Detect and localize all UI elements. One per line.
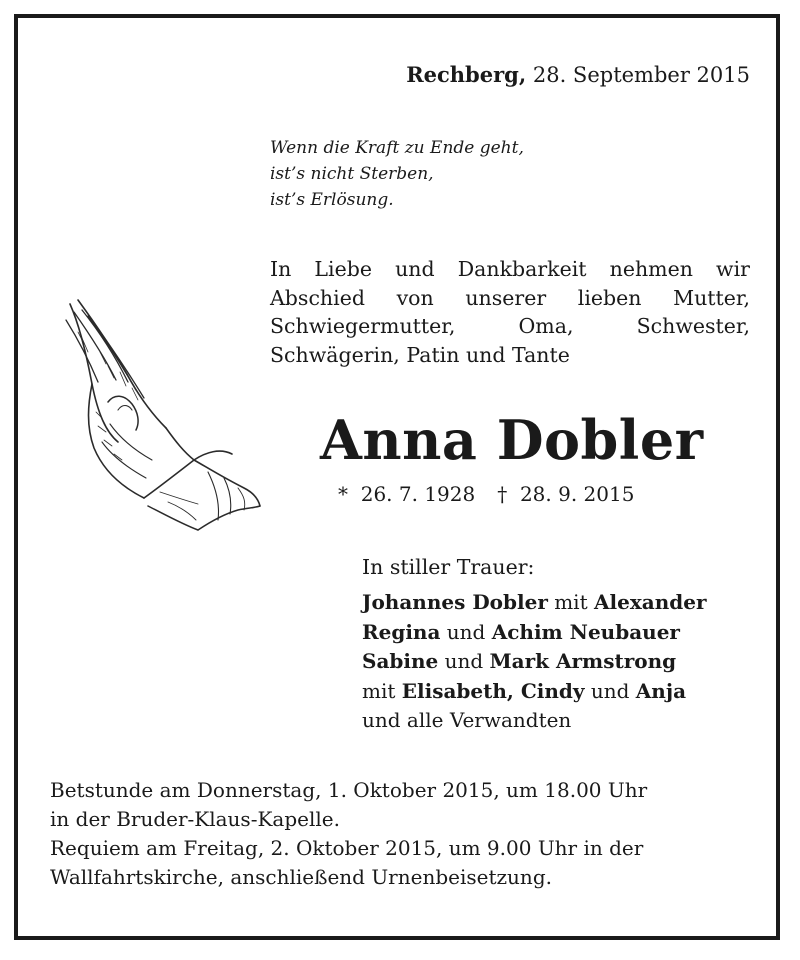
intro-word: Abschied — [270, 285, 365, 310]
intro-word: In — [270, 257, 292, 281]
verse-line-1: Wenn die Kraft zu Ende geht, — [270, 138, 524, 158]
service-line-2: in der Bruder-Klaus-Kapelle. — [50, 807, 340, 831]
verse-line-2: ist’s nicht Sterben, — [270, 164, 434, 184]
praying-hands-icon — [48, 292, 263, 542]
mourner-row — [362, 618, 707, 648]
mourner-conj: mit — [547, 590, 594, 614]
mourner-row — [362, 588, 707, 618]
birth-symbol: * — [338, 482, 348, 506]
mourner-name: Anja — [635, 678, 687, 703]
mourner-name: Elisabeth, Cindy — [401, 678, 585, 703]
mourner-row — [362, 647, 707, 677]
place: Rechberg, — [406, 62, 527, 87]
intro-word: Dankbarkeit — [457, 257, 587, 281]
mourner-name: Achim Neubauer — [491, 619, 680, 644]
mourner-name: Alexander — [593, 590, 707, 614]
mourner-conj: und — [438, 649, 490, 673]
intro-word: wir — [716, 257, 750, 281]
intro-word: von — [396, 285, 434, 310]
mourner-row: und alle Verwandten — [362, 708, 572, 732]
death-date: 28. 9. 2015 — [519, 482, 635, 506]
mourners-list — [362, 588, 707, 736]
intro-line-4: Schwägerin, Patin und Tante — [270, 342, 570, 367]
intro-word: Schwester, — [636, 314, 750, 338]
place-date — [406, 62, 750, 87]
intro-line-2 — [270, 284, 750, 313]
mourner-conj: mit — [362, 678, 402, 703]
intro-line-1 — [270, 255, 750, 284]
mourner-name: Sabine — [362, 649, 439, 673]
service-line-4: Wallfahrtskirche, anschließend Urnenbeisetzung. — [50, 865, 552, 889]
intro-word: Oma, — [518, 314, 574, 338]
intro-word: nehmen — [609, 257, 693, 281]
intro-text — [270, 255, 750, 369]
intro-word: Mutter, — [673, 285, 750, 310]
service-line-1: Betstunde am Donnerstag, 1. Oktober 2015, um 18.00 Uhr — [50, 778, 648, 802]
intro-word: Liebe — [314, 257, 372, 281]
mourner-conj: und — [440, 619, 492, 644]
intro-word: und — [395, 257, 435, 281]
mourner-name: Johannes Dobler — [362, 590, 548, 614]
service-info — [50, 776, 647, 892]
deceased-name: Anna Dobler — [320, 408, 704, 472]
mourners-heading: In stiller Trauer: — [362, 555, 535, 579]
notice-date: 28. September 2015 — [532, 63, 750, 87]
intro-word: unserer — [465, 285, 547, 310]
intro-word: lieben — [577, 285, 642, 310]
intro-line-3 — [270, 312, 750, 341]
death-symbol: † — [497, 482, 508, 506]
mourner-conj: und — [584, 678, 636, 703]
verse-line-3: ist’s Erlösung. — [270, 190, 394, 210]
service-line-3: Requiem am Freitag, 2. Oktober 2015, um 9.00 Uhr in der — [50, 836, 644, 860]
mourner-name: Mark Armstrong — [489, 649, 677, 673]
mourner-name: Regina — [362, 619, 441, 644]
intro-word: Schwiegermutter, — [270, 314, 456, 338]
mourner-row — [362, 677, 707, 707]
birth-date: 26. 7. 1928 — [360, 482, 476, 506]
verse — [270, 135, 524, 213]
life-dates — [338, 482, 634, 506]
